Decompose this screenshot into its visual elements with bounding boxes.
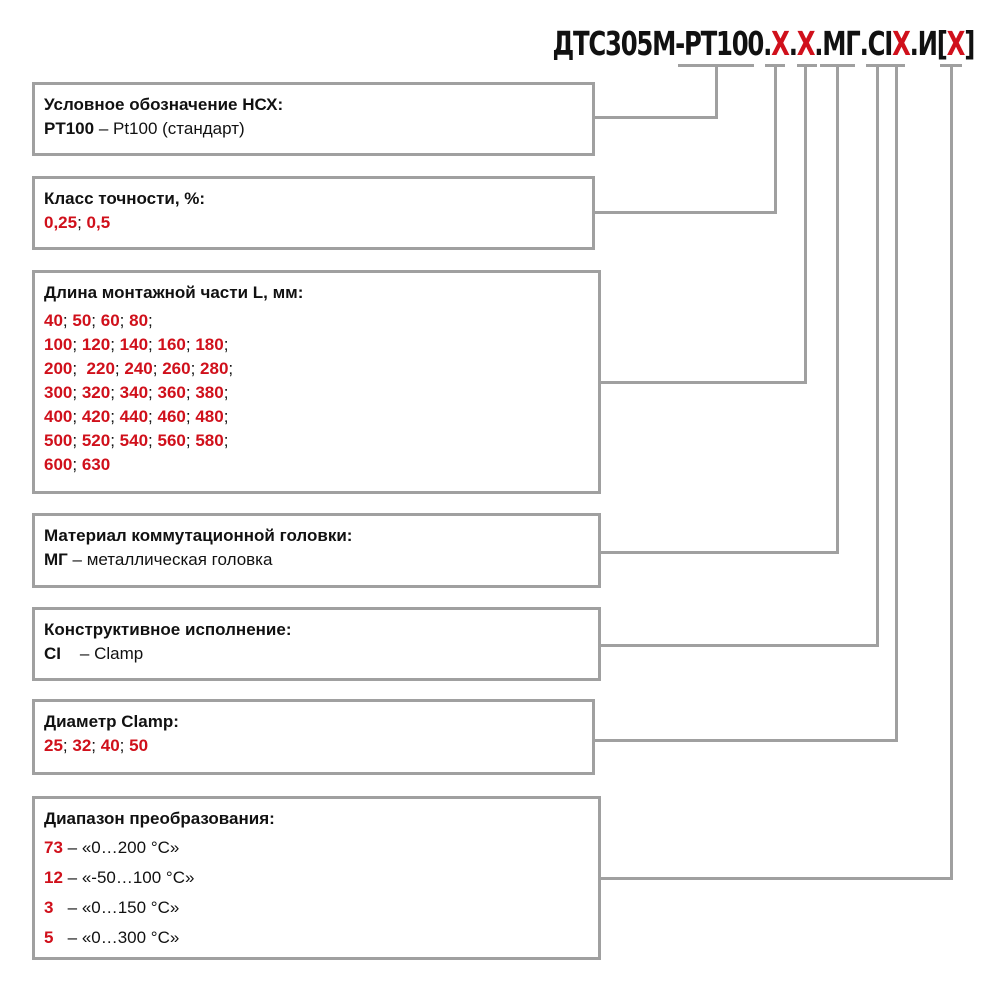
material-line	[44, 548, 598, 572]
title-variable-x: X	[946, 24, 965, 63]
connector-accuracy-h	[595, 211, 777, 214]
title-variable-x: X	[891, 24, 910, 63]
value-option: 380	[195, 383, 224, 402]
connector-material-v	[836, 64, 839, 554]
value-option: 600	[44, 455, 73, 474]
value-option: 25	[44, 736, 63, 755]
range-item	[44, 863, 598, 893]
value-option: 500	[44, 431, 73, 450]
value-option: 40	[100, 736, 120, 755]
length-row: 100; 120; 140; 160; 180;	[44, 335, 229, 354]
value-option: 520	[81, 431, 111, 450]
underline-length	[797, 64, 817, 67]
value-option: 40	[44, 311, 63, 330]
range-item	[44, 833, 598, 863]
material-code: МГ	[44, 550, 68, 569]
connector-diameter-v	[895, 64, 898, 742]
value-option: 630	[81, 455, 111, 474]
length-values	[44, 309, 598, 477]
range-desc: – «0…300 °C»	[53, 928, 180, 947]
diameter-values: 25; 32; 40; 50	[44, 736, 149, 755]
range-box	[32, 796, 601, 960]
length-row: 200; 220; 240; 260; 280;	[44, 359, 234, 378]
value-option: 340	[119, 383, 149, 402]
value-option: 580	[195, 431, 224, 450]
construction-box	[32, 607, 601, 681]
value-option: 240	[124, 359, 153, 378]
value-option: 120	[81, 335, 111, 354]
nsh-heading: Условное обозначение НСХ:	[44, 95, 284, 114]
range-desc: – «0…200 °C»	[62, 838, 180, 857]
construction-desc: – Clamp	[61, 644, 144, 663]
value-option: 400	[44, 407, 73, 426]
value-option: 420	[81, 407, 111, 426]
value-option: 160	[157, 335, 186, 354]
diameter-box	[32, 699, 595, 775]
accuracy-values: 0,25; 0,5	[44, 213, 111, 232]
range-items	[44, 833, 598, 953]
connector-construction-h	[601, 644, 879, 647]
connector-material-h	[601, 551, 839, 554]
value-option: 0,5	[86, 213, 111, 232]
construction-code: CI	[44, 644, 61, 663]
material-box	[32, 513, 601, 588]
title-variable-x: X	[796, 24, 815, 63]
length-row: 300; 320; 340; 360; 380;	[44, 383, 229, 402]
value-option: 100	[44, 335, 73, 354]
title-segment: ДТС305М-PT100.	[552, 24, 772, 63]
material-desc: – металлическая головка	[67, 550, 273, 569]
range-code: 12	[44, 868, 63, 887]
value-option: 560	[157, 431, 186, 450]
value-option: 280	[200, 359, 229, 378]
value-option: 0,25	[44, 213, 78, 232]
value-option: 50	[129, 736, 149, 755]
value-option: 140	[119, 335, 149, 354]
value-option: 220	[81, 359, 115, 378]
construction-heading: Конструктивное исполнение:	[44, 620, 292, 639]
connector-range-h	[601, 877, 953, 880]
range-item	[44, 923, 598, 953]
value-option: 440	[119, 407, 149, 426]
connector-length-v	[804, 64, 807, 384]
value-option: 460	[157, 407, 186, 426]
range-desc: – «0…150 °C»	[53, 898, 180, 917]
title-segment: .И[	[909, 24, 947, 63]
value-option: 360	[157, 383, 186, 402]
connector-range-v	[950, 64, 953, 880]
title-segment: .МГ.CI	[814, 24, 892, 63]
connector-nsh-h	[595, 116, 718, 119]
range-code: 73	[44, 838, 63, 857]
connector-diameter-h	[595, 739, 898, 742]
value-option: 200	[44, 359, 73, 378]
range-code: 5	[44, 928, 54, 947]
construction-line	[44, 642, 598, 666]
value-option: 540	[119, 431, 149, 450]
title-variable-x: X	[771, 24, 789, 63]
diameter-heading: Диаметр Clamp:	[44, 712, 179, 731]
nsh-line	[44, 117, 592, 141]
nsh-box	[32, 82, 595, 156]
length-heading: Длина монтажной части L, мм:	[44, 283, 304, 302]
nsh-code: PT100	[44, 119, 95, 138]
connector-construction-v	[876, 64, 879, 647]
nsh-desc: – Pt100 (стандарт)	[94, 119, 245, 138]
connector-nsh-v	[715, 64, 718, 119]
length-box	[32, 270, 601, 494]
accuracy-heading: Класс точности, %:	[44, 189, 206, 208]
value-option: 80	[129, 311, 149, 330]
connector-length-h	[601, 381, 807, 384]
value-option: 300	[44, 383, 73, 402]
length-row: 40; 50; 60; 80;	[44, 311, 153, 330]
value-option: 32	[72, 736, 92, 755]
range-item	[44, 893, 598, 923]
value-option: 180	[195, 335, 224, 354]
range-code: 3	[44, 898, 54, 917]
title-segment: ]	[964, 24, 974, 63]
value-option: 50	[72, 311, 92, 330]
range-heading: Диапазон преобразования:	[44, 809, 275, 828]
value-option: 260	[162, 359, 191, 378]
accuracy-box	[32, 176, 595, 250]
connector-accuracy-v	[774, 64, 777, 214]
model-code-title	[552, 24, 974, 64]
value-option: 60	[100, 311, 120, 330]
length-row: 400; 420; 440; 460; 480;	[44, 407, 229, 426]
range-desc: – «-50…100 °C»	[62, 868, 195, 887]
length-row: 600; 630	[44, 455, 111, 474]
length-row: 500; 520; 540; 560; 580;	[44, 431, 229, 450]
value-option: 320	[81, 383, 111, 402]
material-heading: Материал коммутационной головки:	[44, 526, 353, 545]
title-segment: .	[788, 24, 797, 63]
value-option: 480	[195, 407, 224, 426]
